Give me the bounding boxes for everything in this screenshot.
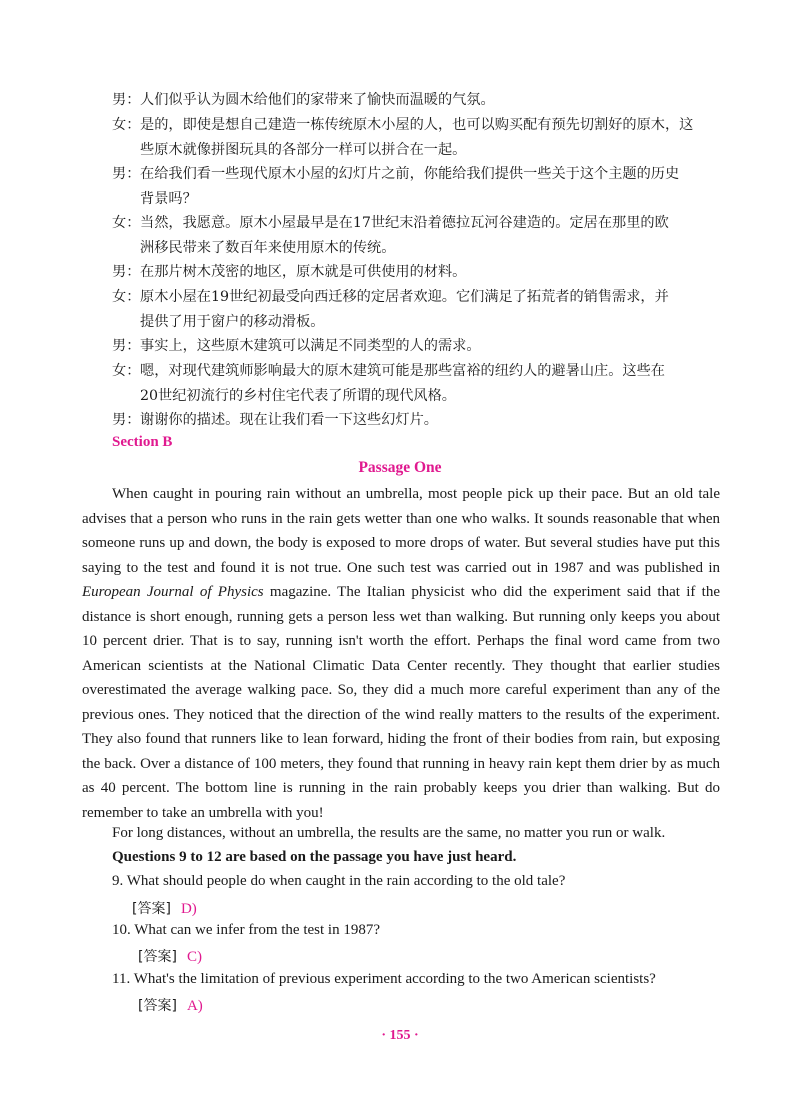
question-number: 10. xyxy=(112,922,131,938)
passage-paragraph xyxy=(82,482,720,825)
question-number: 11. xyxy=(112,971,131,987)
dialogue-text: 原木小屋在19世纪初最受向西迁移的定居者欢迎。它们满足了拓荒者的销售需求，并 xyxy=(140,289,669,305)
speaker-label: 男： xyxy=(112,338,141,354)
question-10 xyxy=(112,922,380,939)
answer-value: D) xyxy=(180,901,197,917)
question-text: What should people do when caught in the rain according to the old tale? xyxy=(126,873,566,889)
dialogue-text-cont: 背景吗？ xyxy=(140,190,197,207)
answer-value: A) xyxy=(186,998,203,1014)
page-number: · 155 · xyxy=(381,1028,419,1043)
passage-text-part1: When caught in pouring rain without an umbrella, most people pick up their pace. But an old tale advises that a person who runs in the rain gets wetter than one who walks. It sounds reasonable that when someone runs up and down, the body is exposed to more drops of water. But several studies have put this saying to the test and found it is not true. One such test was carried out in 1987 and was published in xyxy=(82,486,720,576)
dialogue-text-cont: 洲移民带来了数百年来使用原木的传统。 xyxy=(140,239,396,256)
speaker-label: 男： xyxy=(112,412,141,428)
dialogue-line-7 xyxy=(112,334,724,359)
question-text: What's the limitation of previous experiment according to the two American scientists? xyxy=(133,971,656,987)
answer-label: [答案] xyxy=(132,901,171,917)
dialogue-line-4 xyxy=(112,211,724,260)
question-number: 9. xyxy=(112,873,124,889)
dialogue-text: 在那片树木茂密的地区，原木就是可供使用的材料。 xyxy=(140,264,467,280)
answer-10 xyxy=(138,946,202,966)
dialogue-text: 嗯，对现代建筑师影响最大的原木建筑可能是那些富裕的纽约人的避暑山庄。这些在 xyxy=(140,363,665,379)
speaker-label: 女： xyxy=(112,117,141,133)
dialogue-text-cont: 20世纪初流行的乡村住宅代表了所谓的现代风格。 xyxy=(140,387,456,404)
journal-title: European Journal of Physics xyxy=(82,584,264,600)
dialogue-line-8 xyxy=(112,359,724,408)
speaker-label: 男： xyxy=(112,166,141,182)
question-text: What can we infer from the test in 1987? xyxy=(134,922,380,938)
dialogue-text-cont: 提供了用于窗户的移动滑板。 xyxy=(140,313,325,330)
passage-title: Passage One xyxy=(358,459,442,476)
answer-label: [答案] xyxy=(138,998,177,1014)
dialogue-line-1 xyxy=(112,88,724,113)
dialogue-line-3 xyxy=(112,162,724,211)
dialogue-text: 当然，我愿意。原木小屋最早是在17世纪末沿着德拉瓦河谷建造的。定居在那里的欧 xyxy=(140,215,669,231)
dialogue-text-cont: 些原木就像拼图玩具的各部分一样可以拼合在一起。 xyxy=(140,141,467,158)
question-9 xyxy=(112,873,565,890)
section-label: Section B xyxy=(112,434,173,450)
answer-value: C) xyxy=(186,949,202,965)
speaker-label: 男： xyxy=(112,92,141,108)
dialogue-line-6 xyxy=(112,285,724,334)
dialogue-line-9 xyxy=(112,408,724,433)
dialogue-text: 人们似乎认为圆木给他们的家带来了愉快而温暖的气氛。 xyxy=(140,92,495,108)
dialogue-line-5 xyxy=(112,260,724,285)
questions-heading: Questions 9 to 12 are based on the passage you have just heard. xyxy=(112,849,517,865)
answer-label: [答案] xyxy=(138,949,177,965)
speaker-label: 女： xyxy=(112,215,141,231)
answer-11 xyxy=(138,995,203,1015)
passage-paragraph-2: For long distances, without an umbrella, the results are the same, no matter you run or walk. xyxy=(112,825,666,841)
speaker-label: 男： xyxy=(112,264,141,280)
question-11 xyxy=(112,971,656,988)
dialogue-text: 谢谢你的描述。现在让我们看一下这些幻灯片。 xyxy=(140,412,438,428)
dialogue-text: 是的，即使是想自己建造一栋传统原木小屋的人，也可以购买配有预先切割好的原木，这 xyxy=(140,117,694,133)
speaker-label: 女： xyxy=(112,289,141,305)
answer-9 xyxy=(132,898,197,918)
speaker-label: 女： xyxy=(112,363,141,379)
dialogue-text: 在给我们看一些现代原木小屋的幻灯片之前，你能给我们提供一些关于这个主题的历史 xyxy=(140,166,680,182)
dialogue-line-2 xyxy=(112,113,724,162)
passage-text-part2: magazine. The Italian physicist who did the experiment said that if the distance is short enough, running gets a person less wet than walking. But running only keeps you about 10 percent drier. That is to say, running isn't worth the effort. Perhaps the final word came from two American scientists at the National Climatic Data Center recently. They thought that earlier studies overestimated the average walking pace. So, they did a much more careful experiment than any of the previous ones. They noticed that the direction of the wind really matters to the results of the experiment. They also found that runners like to lean forward, hiding the front of their bodies from rain, but exposing the back. Over a distance of 100 meters, they found that running in heavy rain kept them drier by as much as 40 percent. The bottom line is running in the rain probably keeps you drier than walking. But do remember to take an umbrella with you! xyxy=(82,584,720,821)
dialogue-text: 事实上，这些原木建筑可以满足不同类型的人的需求。 xyxy=(140,338,481,354)
